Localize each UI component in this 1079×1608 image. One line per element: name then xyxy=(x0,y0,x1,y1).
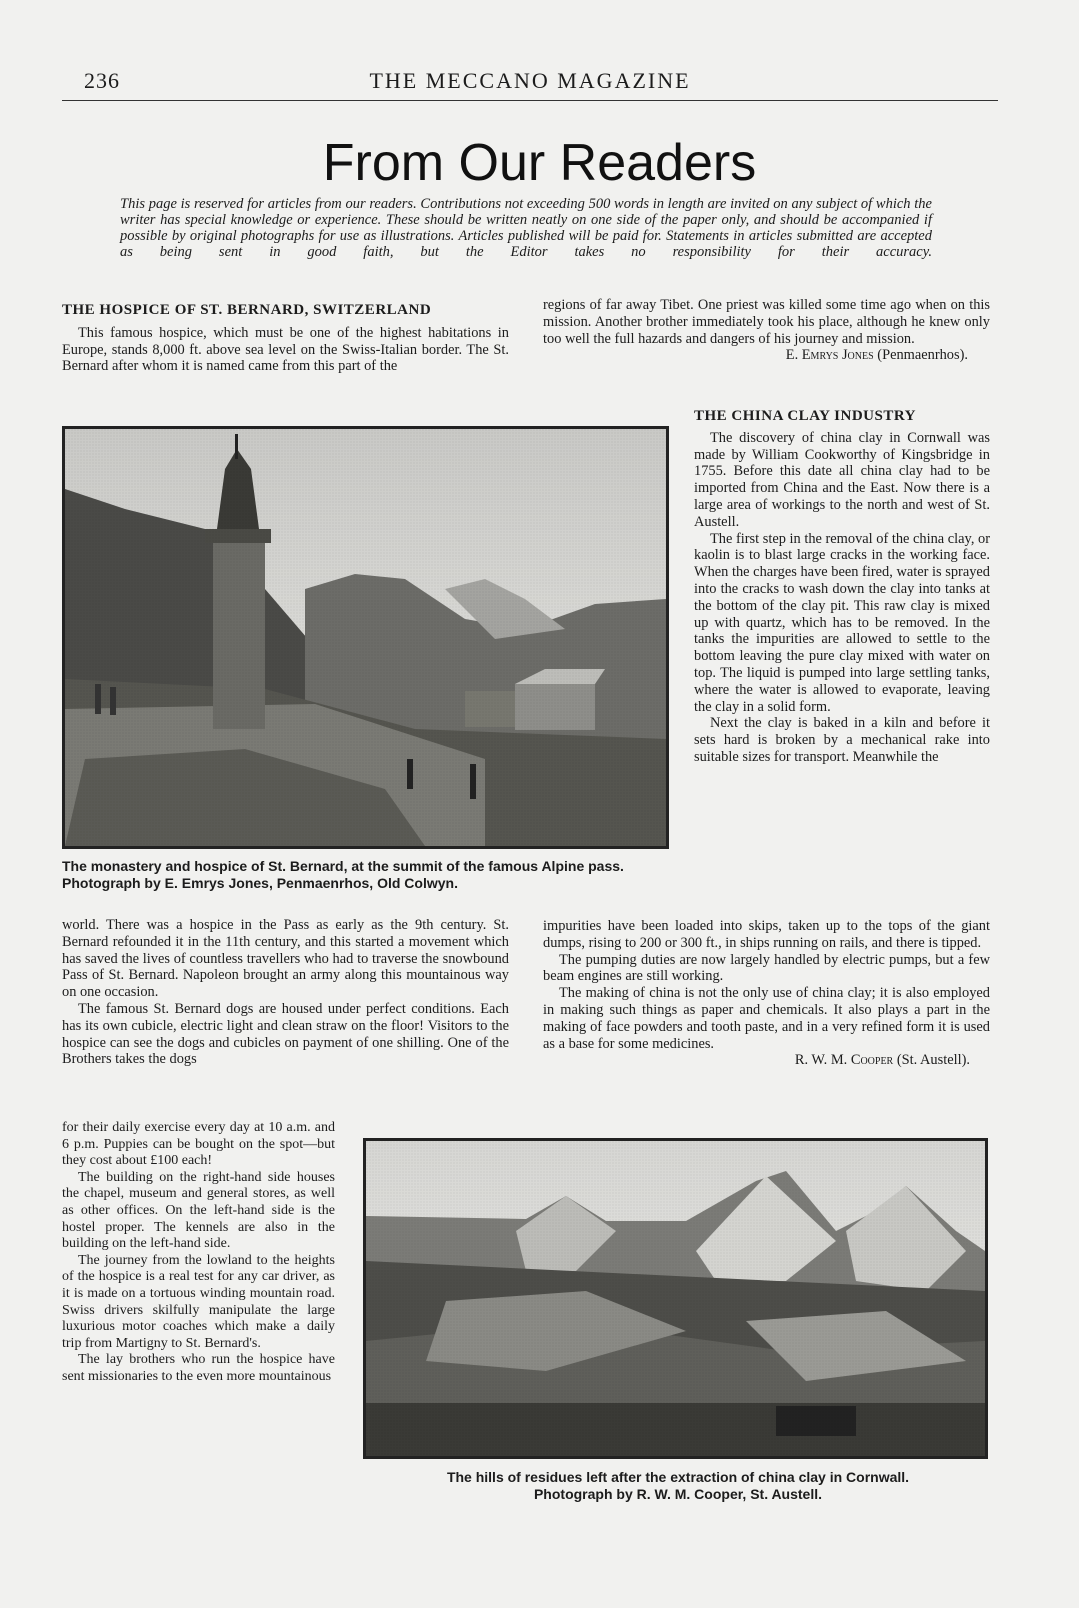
photo-china-clay-hills xyxy=(363,1138,988,1459)
article1-paragraph: The building on the right-hand side houses the chapel, museum and general stores, as well as other offices. On the left-hand side is the hostel proper. The kennels are also in the building on the left-hand side. xyxy=(62,1169,335,1252)
article2-paragraph: The pumping duties are now largely handled by electric pumps, but a few beam engines are still working. xyxy=(543,951,990,985)
article1-paragraph: The lay brothers who run the hospice have sent missionaries to the even more mountainous xyxy=(62,1352,335,1384)
article1-heading: THE HOSPICE OF ST. BERNARD, SWITZERLAND xyxy=(62,302,432,318)
photo2-caption xyxy=(360,1469,996,1503)
article1-paragraph: world. There was a hospice in the Pass as early as the 9th century. St. Bernard refounded it in the 11th century, and this started a movement which has saved the lives of countless travellers who had to traverse the snowbound Pass of St. Bernard. Napoleon brought an army along this mountainous way on one occasion. xyxy=(62,917,509,1001)
article2-bottom xyxy=(543,918,990,1069)
article1-paragraph: The journey from the lowland to the heights of the hospice is a real test for any car driver, as it is made on a tortuous winding mountain road. Swiss drivers skilfully manipulate the large luxurious motor coaches which make a daily trip from Martigny to St. Bernard's. xyxy=(62,1252,335,1351)
photo1-caption: The monastery and hospice of St. Bernard, at the summit of the famous Alpine pass. Photograph by E. Emrys Jones, Penmaenrhos, Old Colwyn. xyxy=(62,858,624,891)
article1-paragraph: This famous hospice, which must be one of the highest habitations in Europe, stands 8,000 ft. above sea level on the Swiss-Italian border. The St. Bernard after whom it is named came from this part of the xyxy=(62,324,509,375)
article1-middle xyxy=(62,917,509,1068)
article2-paragraph: impurities have been loaded into skips, taken up to the tops of the giant dumps, rising to 200 or 300 ft., in ships running on rails, and there is tipped. xyxy=(543,918,990,951)
photo2-caption-line2: Photograph by R. W. M. Cooper, St. Austell. xyxy=(533,1486,823,1502)
article2-top xyxy=(694,408,990,766)
signature-place: (St. Austell). xyxy=(896,1052,970,1069)
article2-paragraph: The discovery of china clay in Cornwall was made by William Cookworthy of Kingsbridge in 1755. Before this date all china clay had to be imported from China and the East. Now there is a large area of workings to the north and west of St. Austell. xyxy=(694,429,990,530)
article1-paragraph: The famous St. Bernard dogs are housed under perfect conditions. Each has its own cubicle, electric light and clean straw on the floor! Visitors to the hospice can see the dogs and cubicles on payment of one shilling. One of the Brothers takes the dogs xyxy=(62,1000,509,1068)
photo2-caption-line1: The hills of residues left after the extraction of china clay in Cornwall. xyxy=(446,1469,910,1485)
magazine-title: THE MECCANO MAGAZINE xyxy=(369,68,691,93)
article2-signature xyxy=(543,1052,990,1069)
signature-name: R. W. M. Cooper xyxy=(794,1052,894,1069)
photo-st-bernard-image xyxy=(65,429,666,846)
page-title: From Our Readers xyxy=(322,134,757,192)
article1-signature xyxy=(543,347,990,364)
article2-paragraph: The making of china is not the only use of china clay; it is also employed in making such things as paper and chemicals. It also plays a part in the making of face powders and tooth paste, and in a very refined form it is used as a base for some medicines. xyxy=(543,985,990,1052)
photo-china-clay-image xyxy=(366,1141,985,1456)
intro-text: This page is reserved for articles from our readers. Contributions not exceeding 500 words in length are invited on any subject of which the writer has special knowledge or experience. These should be written neatly on one side of the paper only, and should be accompanied if possible by original photographs for use as illustrations. Articles published will be paid for. Statements in articles submitted are accepted as being sent in good faith, but the Editor takes no responsibility for their accuracy. xyxy=(120,196,932,260)
article2-paragraph: The first step in the removal of the china clay, or kaolin is to blast large cracks in the working face. When the charges have been fired, water is sprayed into the cracks to wash down the clay into tanks at the bottom of the clay pit. This raw clay is mixed up with quartz, which has to be removed. In the tanks the impurities are allowed to settle to the bottom leaving the pure clay mixed with water on top. The liquid is pumped into large settling tanks, where the water is allowed to evaporate, leaving the clay in a solid form. xyxy=(694,530,990,715)
article1-narrow xyxy=(62,1120,335,1386)
article1-paragraph: for their daily exercise every day at 10 a.m. and 6 p.m. Puppies can be bought on the spot—but they cost about £100 each! xyxy=(62,1120,335,1169)
signature-name: E. Emrys Jones xyxy=(785,347,874,364)
article1-paragraph: regions of far away Tibet. One priest was killed some time ago when on this mission. Another brother immediately took his place, although he knew only too well the full hazards and dangers of his journey and mission. xyxy=(543,297,990,347)
article1-continuation xyxy=(543,297,990,364)
photo-st-bernard-hospice xyxy=(62,426,669,849)
page-number: 236 xyxy=(84,68,120,93)
article2-heading: THE CHINA CLAY INDUSTRY xyxy=(694,408,916,424)
signature-place: (Penmaenrhos). xyxy=(877,347,968,364)
page-header xyxy=(62,64,998,101)
article2-paragraph: Next the clay is baked in a kiln and before it sets hard is broken by a mechanical rake into suitable sizes for transport. Meanwhile the xyxy=(694,715,990,765)
article1-top xyxy=(62,302,509,375)
